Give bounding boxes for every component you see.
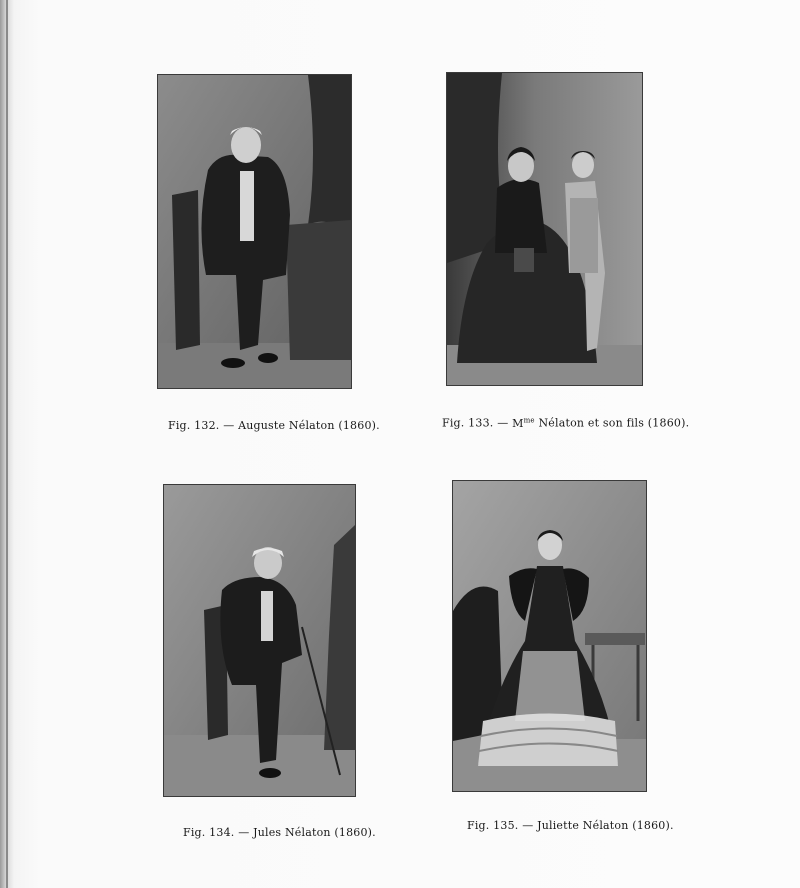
photo-juliette-nelaton — [453, 481, 646, 791]
figure-title: Nélaton et son fils (1860). — [538, 416, 690, 430]
figure-honorific: $M^{me}$ — [512, 416, 535, 430]
figure-dash: — — [522, 819, 534, 832]
caption-fig-135 — [467, 819, 674, 832]
figure-number: Fig. 134. — [183, 826, 235, 839]
photo-mme-nelaton-et-son-fils — [447, 73, 642, 385]
figure-number: Fig. 133. — [442, 416, 494, 430]
figure-number: Fig. 132. — [168, 419, 220, 432]
figure-dash: — — [223, 419, 235, 432]
figure-title: Auguste Nélaton (1860). — [238, 419, 380, 432]
figure-number: Fig. 135. — [467, 819, 519, 832]
photo-jules-nelaton — [164, 485, 355, 796]
figure-title: Jules Nélaton (1860). — [253, 826, 376, 839]
binding-edge — [6, 0, 8, 888]
caption-fig-133 — [442, 416, 689, 430]
figure-title: Juliette Nélaton (1860). — [537, 819, 674, 832]
caption-fig-132 — [168, 419, 380, 432]
figure-dash: — — [238, 826, 250, 839]
photo-auguste-nelaton — [158, 75, 351, 388]
caption-fig-134 — [183, 826, 376, 839]
figure-dash: — — [497, 416, 509, 430]
